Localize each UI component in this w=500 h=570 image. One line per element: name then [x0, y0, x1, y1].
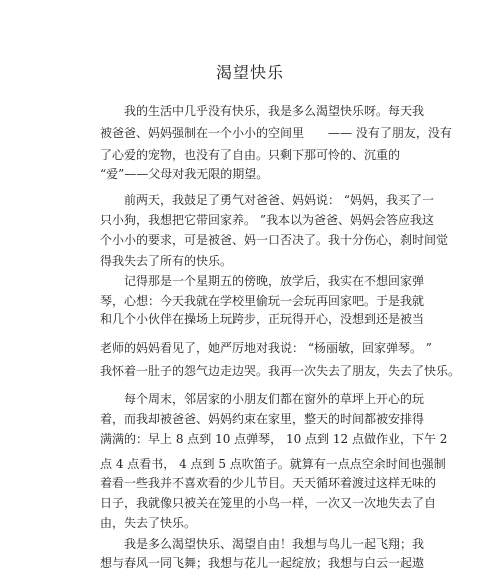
- text-line: “爱”——父母对我无限的期望。: [100, 167, 269, 181]
- text-line: 点 4 点看书， 4 点到 5 点吹笛子。就算有一点点空余时间也强制: [100, 457, 446, 471]
- text-line: 满满的：早上 8 点到 10 点弹琴， 10 点到 12 点做作业，下午 2: [100, 432, 448, 446]
- text-line: 得我失去了所有的快乐。: [100, 254, 233, 268]
- text-line: 着看一些我并不喜欢看的少儿节目。天天循环着渡过这样无味的: [100, 476, 437, 490]
- text-line: 个小小的要求，可是被爸、妈一口否决了。我十分伤心，刹时间觉: [100, 233, 449, 247]
- text-line: 记得那是一个星期五的傍晚，放学后，我实在不想回家弹: [124, 274, 425, 288]
- text-line: 着，而我却被爸爸、妈妈约束在家里，整天的时间都被安排得: [100, 412, 425, 426]
- text-line: 我怀着一肚子的怨气边走边哭。我再一次失去了朋友，失去了快乐。: [100, 364, 461, 378]
- text-line: 被爸爸、妈妈强制在一个小小的空间里 —— 没有了朋友，没有: [100, 126, 452, 140]
- text-line: 由，失去了快乐。: [100, 516, 197, 530]
- text-line: 我是多么渴望快乐、渴望自由！我想与鸟儿一起飞翔；我: [124, 537, 425, 551]
- text-line: 和几个小伙伴在操场上玩跨步，正玩得开心，没想到还是被当: [100, 312, 425, 326]
- text-line: 想与春风一同飞舞；我想与花儿一起绽放；我想与白云一起遨: [100, 556, 425, 570]
- text-line: 每个周末，邻居家的小朋友们都在窗外的草坪上开心的玩: [124, 392, 425, 406]
- text-line: 前两天，我鼓足了勇气对爸爸、妈妈说： “妈妈，我买了一: [124, 193, 434, 207]
- text-line: 日子，我就像只被关在笼里的小鸟一样，一次又一次地失去了自: [100, 496, 437, 510]
- text-line: 了心爱的宠物，也没有了自由。只剩下那可怜的、沉重的: [100, 148, 401, 162]
- text-line: 只小狗，我想把它带回家养。 ”我本以为爸爸、妈妈会答应我这: [100, 213, 434, 227]
- text-line: 老师的妈妈看见了，她严厉地对我说： “杨丽敏，回家弹琴。 ”: [100, 341, 432, 355]
- document-title: 渴望快乐: [215, 63, 284, 82]
- text-line: 我的生活中几乎没有快乐，我是多么渴望快乐呀。每天我: [124, 104, 425, 118]
- text-line: 琴，心想：今天我就在学校里偷玩一会玩再回家吧。于是我就: [100, 294, 425, 308]
